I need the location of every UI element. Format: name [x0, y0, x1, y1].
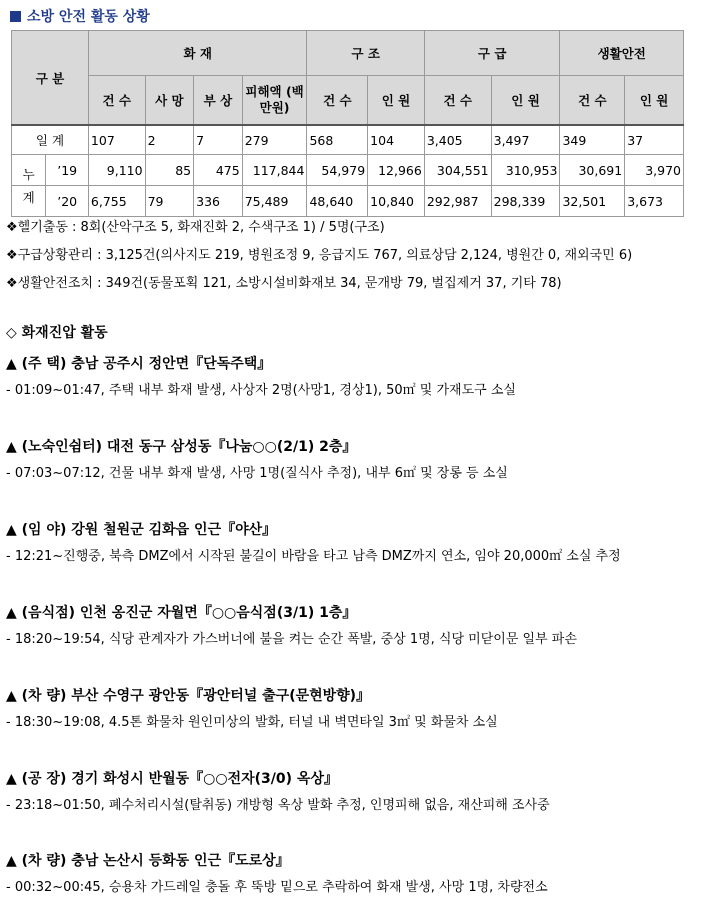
activity-detail: - 23:18~01:50, 폐수처리시설(탈취동) 개방형 옥상 발화 추정, 인명피해 없음, 재산피해 조사중: [6, 798, 550, 813]
activity-detail: - 07:03~07:12, 건물 내부 화재 발생, 사망 1명(질식사 추정), 내부 6㎡ 및 장롱 등 소실: [6, 466, 508, 481]
square-bullet-icon: [10, 11, 21, 22]
header-ems-people: 인 원: [491, 76, 560, 126]
table-cell: 279: [242, 125, 307, 155]
activity-detail: - 12:21~진행중, 북측 DMZ에서 시작된 불길이 바람을 타고 남측 DMZ까지 연소, 임야 20,000㎡ 소실 추정: [6, 549, 621, 564]
table-row-2020: [12, 186, 684, 217]
table-cell: 48,640: [307, 186, 368, 217]
table-cell: 310,953: [491, 155, 560, 186]
table-cell: 12,966: [368, 155, 425, 186]
table-cell: 107: [88, 125, 145, 155]
header-rescue-people: 인 원: [368, 76, 425, 126]
header-category: 구 분: [12, 31, 89, 126]
header-fire-deaths: 사 망: [145, 76, 194, 126]
header-rescue: 구 조: [307, 31, 424, 76]
table-cell: 336: [194, 186, 243, 217]
activity-heading: ▲ (음식점) 인천 옹진군 자월면『○○음식점(3/1) 1층』: [6, 605, 357, 621]
table-row-2019: [12, 155, 684, 186]
table-row-daily: [12, 125, 684, 155]
header-ems-cases: 건 수: [424, 76, 491, 126]
page-title-text: 소방 안전 활동 상황: [27, 9, 150, 25]
header-fire-cases: 건 수: [88, 76, 145, 126]
table-cell: 292,987: [424, 186, 491, 217]
table-cell: 30,691: [560, 155, 625, 186]
activity-detail: - 01:09~01:47, 주택 내부 화재 발생, 사상자 2명(사망1, 경상1), 50㎡ 및 가재도구 소실: [6, 383, 516, 398]
note-helicopter: ❖헬기출동 : 8회(산악구조 5, 화재진화 2, 수색구조 1) / 5명(구조): [6, 220, 385, 235]
table-cell: 3,970: [625, 155, 684, 186]
activity-item: [6, 602, 696, 651]
table-cell: 6,755: [88, 186, 145, 217]
table-cell: 32,501: [560, 186, 625, 217]
table-cell: 7: [194, 125, 243, 155]
table-cell: 37: [625, 125, 684, 155]
row-label-daily: 일 계: [12, 125, 89, 155]
header-fire-injuries: 부 상: [194, 76, 243, 126]
activity-heading: ▲ (차 량) 충남 논산시 등화동 인근『도로상』: [6, 853, 290, 869]
note-life-safety: ❖생활안전조치 : 349건(동물포획 121, 소방시설비화재보 34, 문개방 79, 벌집제거 37, 기타 78): [6, 276, 562, 291]
table-cell: 75,489: [242, 186, 307, 217]
table-cell: 104: [368, 125, 425, 155]
page-title: [10, 6, 150, 26]
activity-item: [6, 768, 696, 817]
table-cell: 9,110: [88, 155, 145, 186]
table-cell: 568: [307, 125, 368, 155]
header-fire-damage: 피해액 (백만원): [242, 76, 307, 126]
table-cell: 3,673: [625, 186, 684, 217]
header-life-cases: 건 수: [560, 76, 625, 126]
header-ems: 구 급: [424, 31, 560, 76]
activity-heading: ▲ (임 야) 강원 철원군 김화읍 인근『야산』: [6, 522, 277, 538]
header-life-people: 인 원: [625, 76, 684, 126]
section-title: ◇ 화재진압 활동: [6, 325, 108, 341]
activity-heading: ▲ (공 장) 경기 화성시 반월동『○○전자(3/0) 옥상』: [6, 771, 338, 787]
header-life-safety: 생활안전: [560, 31, 684, 76]
table-cell: 10,840: [368, 186, 425, 217]
row-label-cumulative-2: 계: [12, 186, 46, 217]
note-ems-management: ❖구급상황관리 : 3,125건(의사지도 219, 병원조정 9, 응급지도 767, 의료상담 2,124, 병원간 0, 재외국민 6): [6, 248, 633, 263]
table-cell: 304,551: [424, 155, 491, 186]
header-fire: 화 재: [88, 31, 307, 76]
activity-heading: ▲ (노숙인쉼터) 대전 동구 삼성동『나눔○○(2/1) 2층』: [6, 439, 357, 455]
notes-list: [6, 214, 632, 298]
activity-item: [6, 519, 696, 568]
activity-heading: ▲ (주 택) 충남 공주시 정안면『단독주택』: [6, 356, 272, 372]
activity-item: [6, 850, 696, 899]
header-rescue-cases: 건 수: [307, 76, 368, 126]
table-cell: 298,339: [491, 186, 560, 217]
activity-item: [6, 685, 696, 734]
activity-detail: - 18:30~19:08, 4.5톤 화물차 원인미상의 발화, 터널 내 벽면타일 3㎡ 및 화물차 소실: [6, 715, 498, 730]
activity-item: [6, 353, 696, 402]
stats-table: [11, 30, 684, 217]
row-label-2019: ’19: [46, 155, 89, 186]
activity-heading: ▲ (차 량) 부산 수영구 광안동『광안터널 출구(문현방향)』: [6, 688, 371, 704]
activity-detail: - 18:20~19:54, 식당 관계자가 가스버너에 불을 켜는 순간 폭발, 중상 1명, 식당 미닫이문 일부 파손: [6, 632, 577, 647]
table-cell: 349: [560, 125, 625, 155]
row-label-2020: ’20: [46, 186, 89, 217]
activity-item: [6, 436, 696, 485]
table-cell: 3,405: [424, 125, 491, 155]
table-cell: 79: [145, 186, 194, 217]
table-cell: 3,497: [491, 125, 560, 155]
table-cell: 475: [194, 155, 243, 186]
table-cell: 85: [145, 155, 194, 186]
table-cell: 2: [145, 125, 194, 155]
table-cell: 117,844: [242, 155, 307, 186]
activity-detail: - 00:32~00:45, 승용차 가드레일 충돌 후 뚝방 밑으로 추락하여 화재 발생, 사망 1명, 차량전소: [6, 880, 548, 895]
row-label-cumulative-1: 누: [12, 155, 46, 186]
table-cell: 54,979: [307, 155, 368, 186]
